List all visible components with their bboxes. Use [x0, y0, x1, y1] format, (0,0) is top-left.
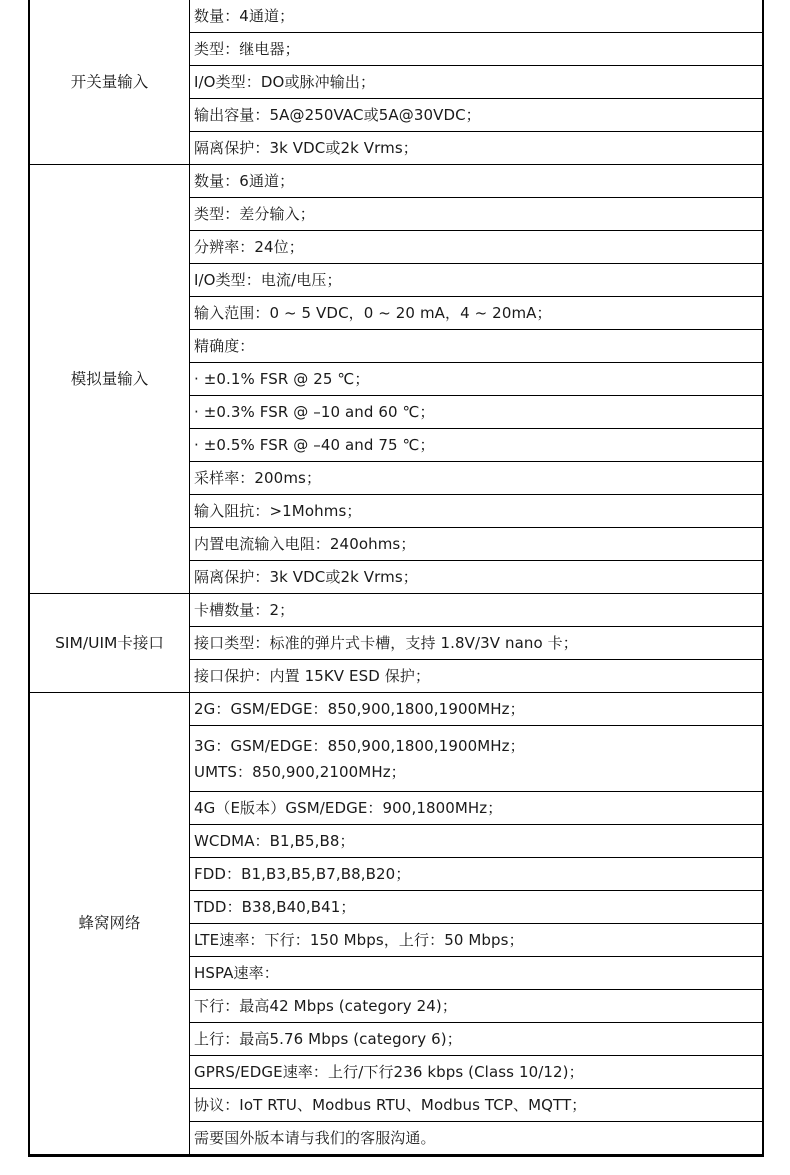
spec-cell: 分辨率：24位； — [190, 231, 764, 264]
spec-cell-multiline — [190, 726, 764, 792]
table-row — [29, 594, 763, 627]
spec-cell: 输入阻抗：>1Mohms； — [190, 495, 764, 528]
spec-cell: WCDMA：B1,B5,B8； — [190, 825, 764, 858]
spec-cell: 需要国外版本请与我们的客服沟通。 — [190, 1122, 764, 1156]
spec-cell: LTE速率：下行：150 Mbps，上行：50 Mbps； — [190, 924, 764, 957]
category-cell-sim-interface: SIM/UIM卡接口 — [29, 594, 190, 693]
spec-cell: · ±0.5% FSR @ –40 and 75 ℃； — [190, 429, 764, 462]
spec-cell: 隔离保护：3k VDC或2k Vrms； — [190, 132, 764, 165]
spec-cell: 输入范围：0 ~ 5 VDC，0 ~ 20 mA，4 ~ 20mA； — [190, 297, 764, 330]
spec-line: 3G：GSM/EDGE：850,900,1800,1900MHz； — [194, 736, 525, 755]
spec-cell: FDD：B1,B3,B5,B7,B8,B20； — [190, 858, 764, 891]
spec-cell: I/O类型：DO或脉冲输出； — [190, 66, 764, 99]
table-row — [29, 693, 763, 726]
table-row — [29, 165, 763, 198]
spec-cell: 4G（E版本）GSM/EDGE：900,1800MHz； — [190, 792, 764, 825]
spec-cell: 卡槽数量：2； — [190, 594, 764, 627]
spec-cell: 接口类型：标准的弹片式卡槽，支持 1.8V/3V nano 卡； — [190, 627, 764, 660]
spec-cell: 内置电流输入电阻：240ohms； — [190, 528, 764, 561]
category-cell-digital-output: 开关量输入 — [29, 0, 190, 165]
spec-cell: 采样率：200ms； — [190, 462, 764, 495]
spec-cell: 接口保护：内置 15KV ESD 保护； — [190, 660, 764, 693]
category-cell-cellular-network: 蜂窝网络 — [29, 693, 190, 1156]
spec-cell: 数量：4通道； — [190, 0, 764, 33]
spec-cell: 上行：最高5.76 Mbps (category 6)； — [190, 1023, 764, 1056]
category-cell-analog-input: 模拟量输入 — [29, 165, 190, 594]
spec-cell: 类型：继电器； — [190, 33, 764, 66]
spec-table — [28, 0, 764, 1157]
spec-cell: · ±0.1% FSR @ 25 ℃； — [190, 363, 764, 396]
spec-cell: 协议：IoT RTU、Modbus RTU、Modbus TCP、MQTT； — [190, 1089, 764, 1122]
spec-cell: I/O类型：电流/电压； — [190, 264, 764, 297]
spec-cell: 类型：差分输入； — [190, 198, 764, 231]
spec-cell: 精确度： — [190, 330, 764, 363]
spec-cell: 隔离保护：3k VDC或2k Vrms； — [190, 561, 764, 594]
spec-cell: 下行：最高42 Mbps (category 24)； — [190, 990, 764, 1023]
spec-cell: 输出容量：5A@250VAC或5A@30VDC； — [190, 99, 764, 132]
spec-cell: · ±0.3% FSR @ –10 and 60 ℃； — [190, 396, 764, 429]
spec-cell: 数量：6通道； — [190, 165, 764, 198]
table-row — [29, 0, 763, 33]
spec-cell: HSPA速率： — [190, 957, 764, 990]
spec-cell: 2G：GSM/EDGE：850,900,1800,1900MHz； — [190, 693, 764, 726]
spec-cell: TDD：B38,B40,B41； — [190, 891, 764, 924]
spec-line: UMTS：850,900,2100MHz； — [194, 762, 406, 781]
spec-cell: GPRS/EDGE速率：上行/下行236 kbps (Class 10/12)； — [190, 1056, 764, 1089]
